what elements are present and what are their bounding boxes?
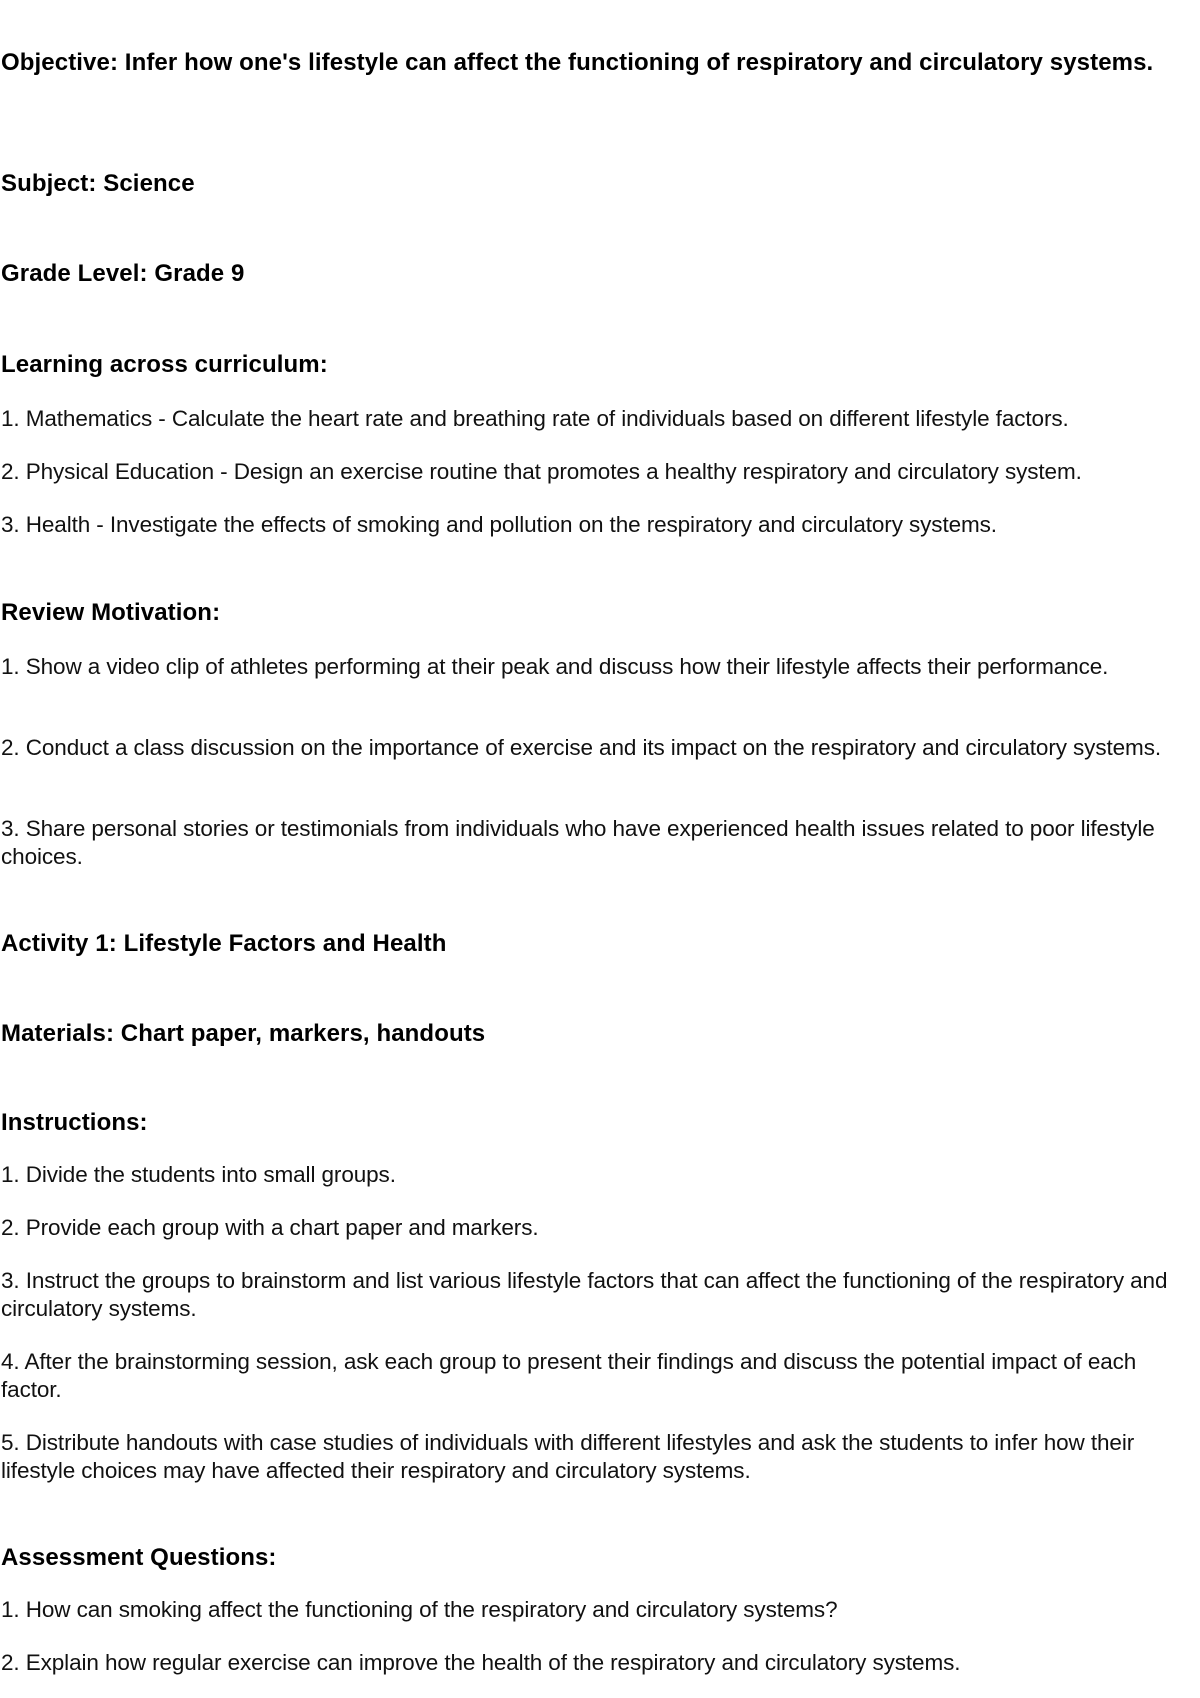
review-item: 3. Share personal stories or testimonials from individuals who have experienced health issues related to poor lifestyle choices. (1, 816, 1155, 869)
instruction-item: 5. Distribute handouts with case studies of individuals with different lifestyles and ask the students to infer how their lifestyle choices may have affected their respiratory and circulatory systems. (1, 1430, 1135, 1483)
learning-item: 1. Mathematics - Calculate the heart rate and breathing rate of individuals based on different lifestyle factors. (1, 406, 1069, 431)
assessment-questions-heading: Assessment Questions: (1, 1544, 277, 1571)
review-item: 2. Conduct a class discussion on the importance of exercise and its impact on the respiratory and circulatory systems. (1, 735, 1161, 760)
learning-item: 2. Physical Education - Design an exercise routine that promotes a healthy respiratory and circulatory system. (1, 459, 1082, 484)
instruction-item: 3. Instruct the groups to brainstorm and list various lifestyle factors that can affect the functioning of the respiratory and circulatory systems. (1, 1268, 1168, 1321)
instruction-item: 4. After the brainstorming session, ask each group to present their findings and discuss the potential impact of each factor. (1, 1349, 1137, 1402)
instructions-heading: Instructions: (1, 1109, 148, 1136)
activity-title: Activity 1: Lifestyle Factors and Health (1, 930, 447, 957)
learning-across-curriculum-heading: Learning across curriculum: (1, 351, 328, 378)
assessment-question: 2. Explain how regular exercise can improve the health of the respiratory and circulatory systems. (1, 1650, 961, 1675)
subject-heading: Subject: Science (1, 170, 195, 197)
materials-heading: Materials: Chart paper, markers, handouts (1, 1020, 486, 1047)
learning-item: 3. Health - Investigate the effects of smoking and pollution on the respiratory and circulatory systems. (1, 512, 997, 537)
review-item: 1. Show a video clip of athletes performing at their peak and discuss how their lifestyle affects their performance. (1, 654, 1109, 679)
grade-level-heading: Grade Level: Grade 9 (1, 260, 245, 287)
objective-heading: Objective: Infer how one's lifestyle can affect the functioning of respiratory and circulatory systems. (1, 49, 1154, 76)
instruction-item: 1. Divide the students into small groups. (1, 1162, 396, 1187)
assessment-question: 1. How can smoking affect the functioning of the respiratory and circulatory systems? (1, 1597, 838, 1622)
instruction-item: 2. Provide each group with a chart paper and markers. (1, 1215, 539, 1240)
review-motivation-heading: Review Motivation: (1, 599, 221, 626)
